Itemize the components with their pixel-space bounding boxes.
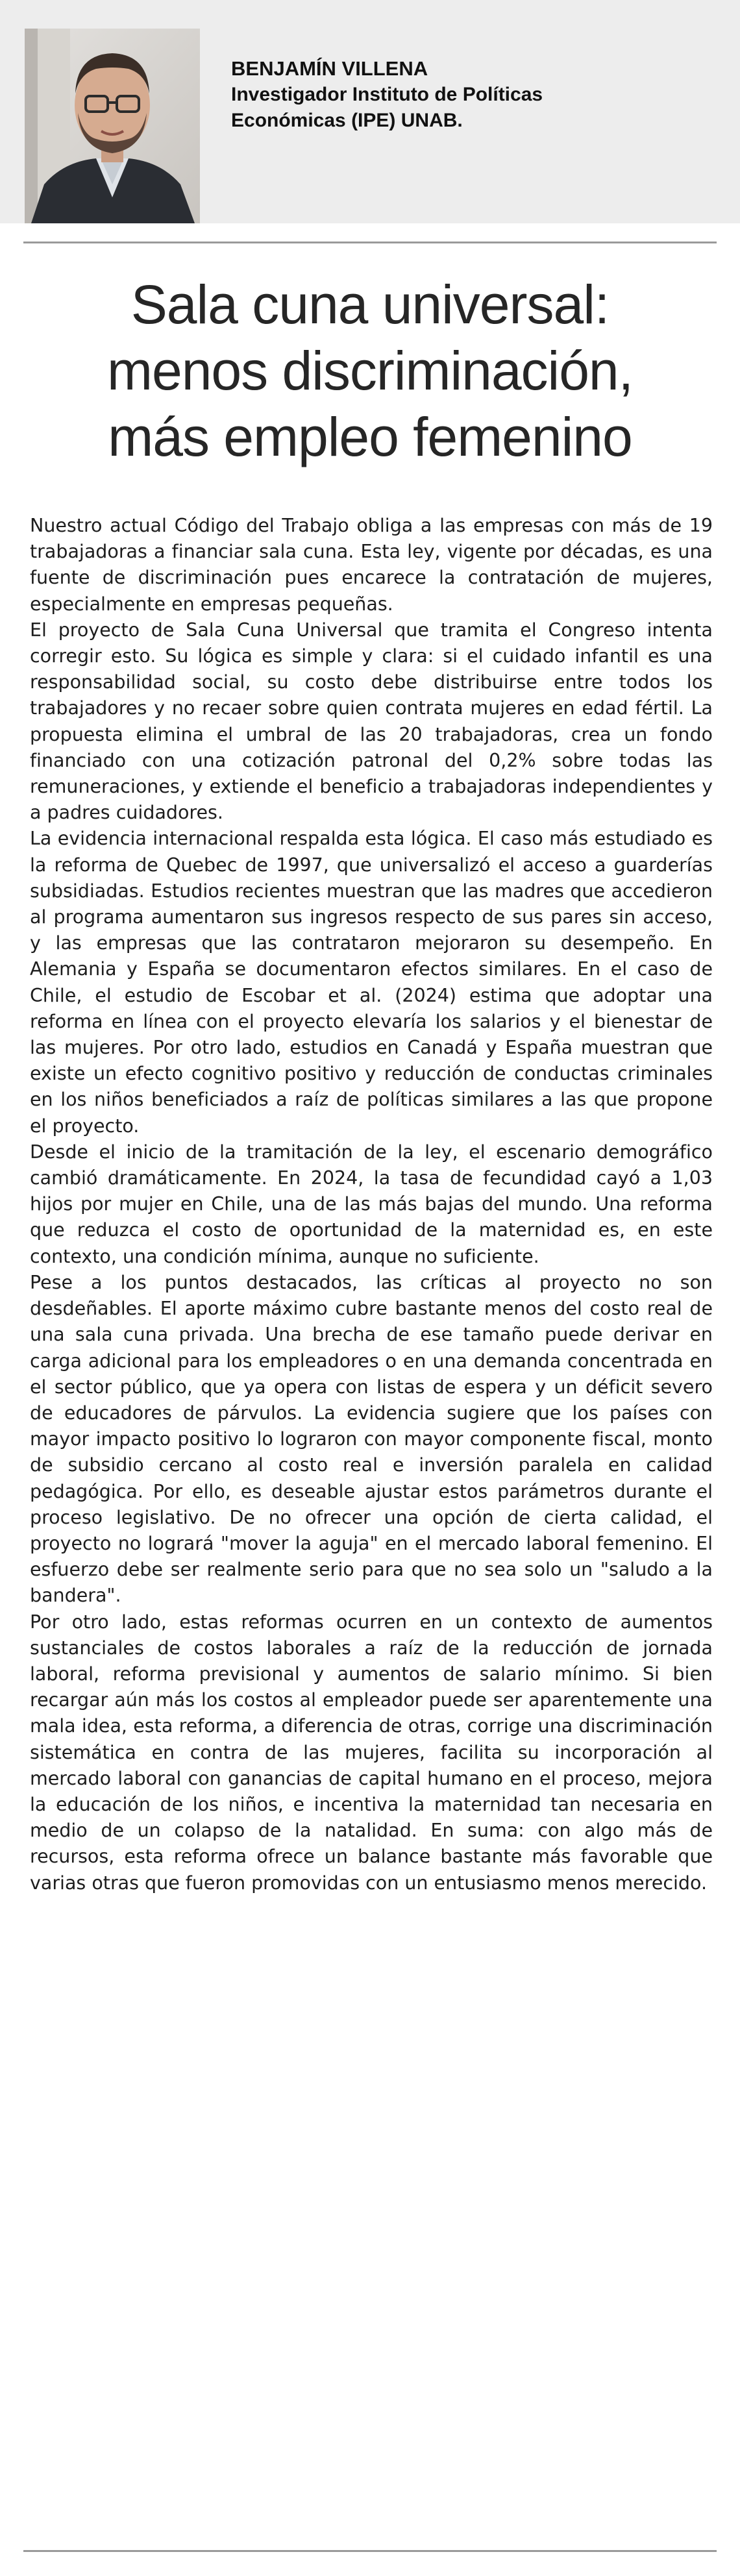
paragraph: Desde el inicio de la tramitación de la ley, el escenario demográfico cambió dramáticamente. En 2024, la tasa de fecundidad cayó a 1,03 hijos por mujer en Chile, una de las más bajas del mundo. Una reforma que reduzca el costo de oportunidad de la maternidad es, en este contexto, una condición mínima, aunque no suficiente. [30, 1141, 713, 1267]
title-line: menos discriminación, [107, 340, 633, 401]
author-info [231, 56, 685, 134]
divider-bottom [23, 2550, 717, 2552]
article-title [26, 271, 714, 470]
title-line: Sala cuna universal: [130, 274, 610, 335]
paragraph: El proyecto de Sala Cuna Universal que tramita el Congreso intenta corregir esto. Su lógica es simple y clara: si el cuidado infantil es una responsabilidad social, su costo debe distribuirse entre todos los trabajadores y no recaer sobre quien contrata mujeres en edad fértil. La propuesta elimina el umbral de las 20 trabajadoras, crea un fondo financiado con una cotización patronal del 0,2% sobre todas las remuneraciones, y extiende el beneficio a trabajadoras independientes y a padres cuidadores. [30, 619, 713, 824]
paragraph: Nuestro actual Código del Trabajo obliga a las empresas con más de 19 trabajadoras a financiar sala cuna. Esta ley, vigente por décadas, es una fuente de discriminación pues encarece la contratación de mujeres, especialmente en empresas pequeñas. [30, 515, 713, 615]
paragraph: Pese a los puntos destacados, las críticas al proyecto no son desdeñables. El aporte máximo cubre bastante menos del costo real de una sala cuna privada. Una brecha de ese tamaño puede derivar en carga adicional para los empleadores o en una demanda concentrada en el sector público, que ya opera con listas de espera y un déficit severo de educadores de párvulos. La evidencia sugiere que los países con mayor impacto positivo lo lograron con mayor componente fiscal, monto de subsidio cercano al costo real e inversión paralela en calidad pedagógica. Por ello, es deseable ajustar estos parámetros durante el proceso legislativo. De no ofrecer una opción de cierta calidad, el proyecto no logrará "mover la aguja" en el mercado laboral femenino. El esfuerzo debe ser realmente serio para que no sea solo un "saludo a la bandera". [30, 1271, 713, 1607]
author-name: BENJAMÍN VILLENA [231, 57, 428, 80]
author-role: Investigador Instituto de Políticas Económicas (IPE) UNAB. [231, 84, 543, 131]
paragraph: La evidencia internacional respalda esta lógica. El caso más estudiado es la reforma de Quebec de 1997, que universalizó el acceso a guarderías subsidiadas. Estudios recientes muestran que las madres que accedieron al programa aumentaron sus ingresos respecto de sus pares sin acceso, y las empresas que las contrataron mejoraron su desempeño. En Alemania y España se documentaron efectos similares. En el caso de Chile, el estudio de Escobar et al. (2024) estima que adoptar una reforma en línea con el proyecto elevaría los salarios y el bienestar de las mujeres. Por otro lado, estudios en Canadá y España muestran que existe un efecto cognitivo positivo y reducción de conductas criminales en los niños beneficiados a raíz de políticas similares a las que propone el proyecto. [30, 828, 713, 1137]
author-portrait-icon [25, 29, 200, 223]
article-body [30, 513, 713, 1896]
title-line: más empleo femenino [108, 406, 632, 467]
author-photo [25, 29, 200, 223]
author-header [0, 0, 740, 223]
divider-top [23, 242, 717, 243]
paragraph: Por otro lado, estas reformas ocurren en un contexto de aumentos sustanciales de costos laborales a raíz de la reducción de jornada laboral, reforma previsional y aumentos de salario mínimo. Si bien recargar aún más los costos al empleador puede ser aparentemente una mala idea, esta reforma, a diferencia de otras, corrige una discriminación sistemática en contra de las mujeres, facilita su incorporación al mercado laboral con ganancias de capital humano en el proceso, mejora la educación de los niños, e incentiva la maternidad tan necesaria en medio de un colapso de la natalidad. En suma: con algo más de recursos, esta reforma ofrece un balance bastante más favorable que varias otras que fueron promovidas con un entusiasmo menos merecido. [30, 1611, 713, 1894]
